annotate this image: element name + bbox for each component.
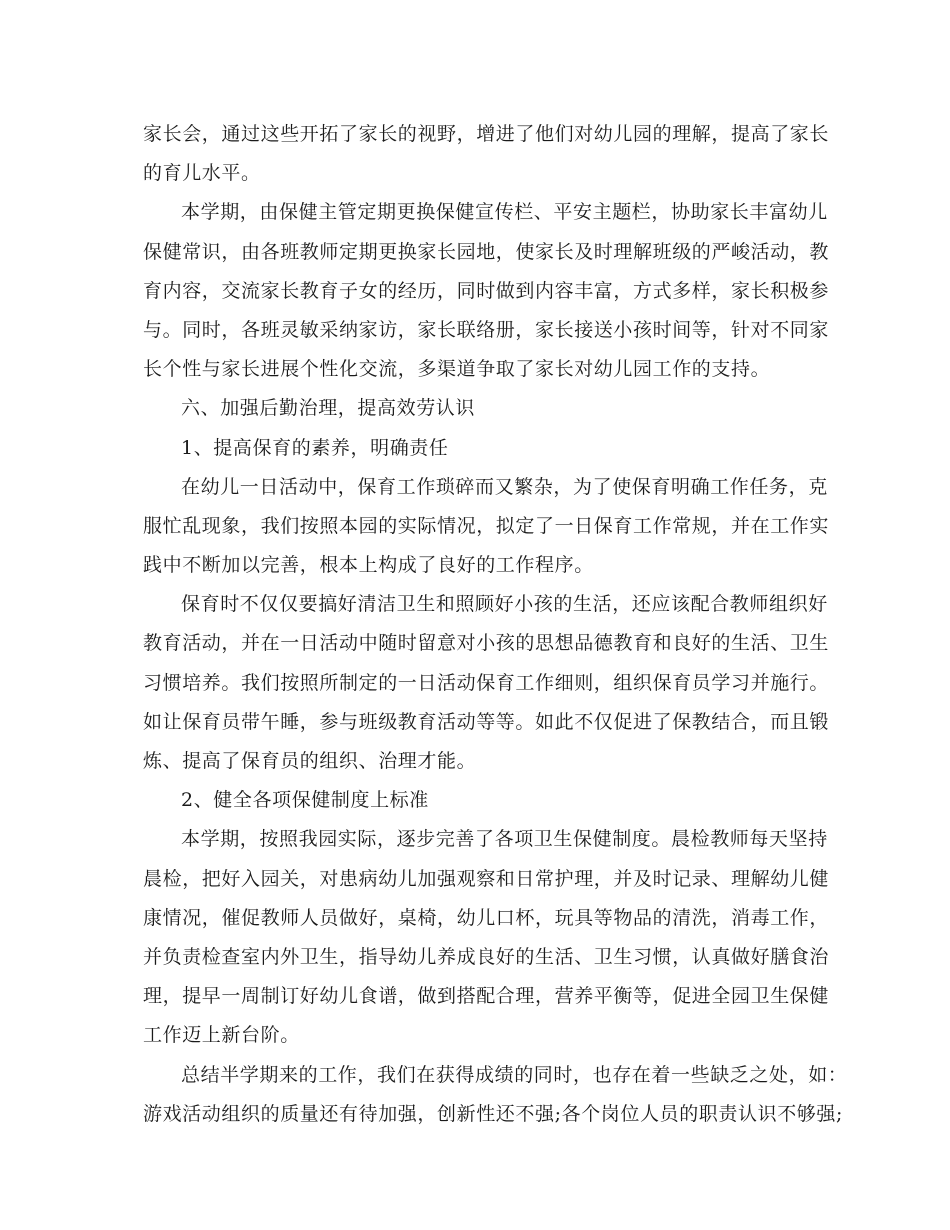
text-line: 践中不断加以完善，根本上构成了良好的工作程序。 [143,554,594,577]
text-line: 的育儿水平。 [143,162,261,185]
text-line: 并负责检查室内外卫生，指导幼儿养成良好的生活、卫生习惯，认真做好膳食治 [143,945,830,968]
text-line: 与。同时，各班灵敏采纳家访，家长联络册，家长接送小孩时间等，针对不同家 [143,318,830,341]
text-line: 长个性与家长进展个性化交流，多渠道争取了家长对幼儿园工作的支持。 [143,358,771,381]
text-line: 教育活动，并在一日活动中随时留意对小孩的思想品德教育和良好的生活、卫生 [143,632,830,655]
text-line: 晨检，把好入园关，对患病幼儿加强观察和日常护理，并及时记录、理解幼儿健 [143,867,830,890]
paragraph-start: 总结半学期来的工作，我们在获得成绩的同时，也存在着一些缺乏之处，如： [181,1063,848,1086]
text-line: 工作迈上新台阶。 [143,1024,300,1047]
text-line: 保健常识，由各班教师定期更换家长园地，使家长及时理解班级的严峻活动，教 [143,240,830,263]
text-line: 炼、提高了保育员的组织、治理才能。 [143,750,477,772]
text-line: 游戏活动组织的质量还有待加强，创新性还不强;各个岗位人员的职责认识不够强; [143,1102,844,1125]
text-line: 家长会，通过这些开拓了家长的视野，增进了他们对幼儿园的理解，提高了家长 [143,123,830,145]
subsection-heading: 2、健全各项保健制度上标准 [181,789,429,812]
paragraph-start: 保育时不仅仅要搞好清洁卫生和照顾好小孩的生活，还应该配合教师组织好 [181,593,828,616]
text-line: 服忙乱现象，我们按照本园的实际情况，拟定了一日保育工作常规，并在工作实 [143,514,830,537]
text-line: 理，提早一周制订好幼儿食谱，做到搭配合理，营养平衡等，促进全园卫生保健 [143,985,830,1008]
text-line: 如让保育员带午睡，参与班级教育活动等等。如此不仅促进了保教结合，而且锻 [143,710,830,733]
text-line: 习惯培养。我们按照所制定的一日活动保育工作细则，组织保育员学习并施行。 [143,671,830,694]
document-page [143,115,848,1134]
text-line: 育内容，交流家长教育子女的经历，同时做到内容丰富，方式多样，家长积极参 [143,279,830,302]
paragraph-start: 本学期，按照我园实际，逐步完善了各项卫生保健制度。晨检教师每天坚持 [181,828,828,851]
paragraph-start: 本学期，由保健主管定期更换保健宣传栏、平安主题栏，协助家长丰富幼儿 [181,201,828,224]
section-heading: 六、加强后勤治理，提高效劳认识 [181,397,476,420]
text-line: 康情况，催促教师人员做好，桌椅，幼儿口杯，玩具等物品的清洗，消毒工作， [143,906,830,929]
paragraph-start: 在幼儿一日活动中，保育工作琐碎而又繁杂，为了使保育明确工作任务，克 [181,475,828,498]
subsection-heading: 1、提高保育的素养，明确责任 [181,436,449,459]
